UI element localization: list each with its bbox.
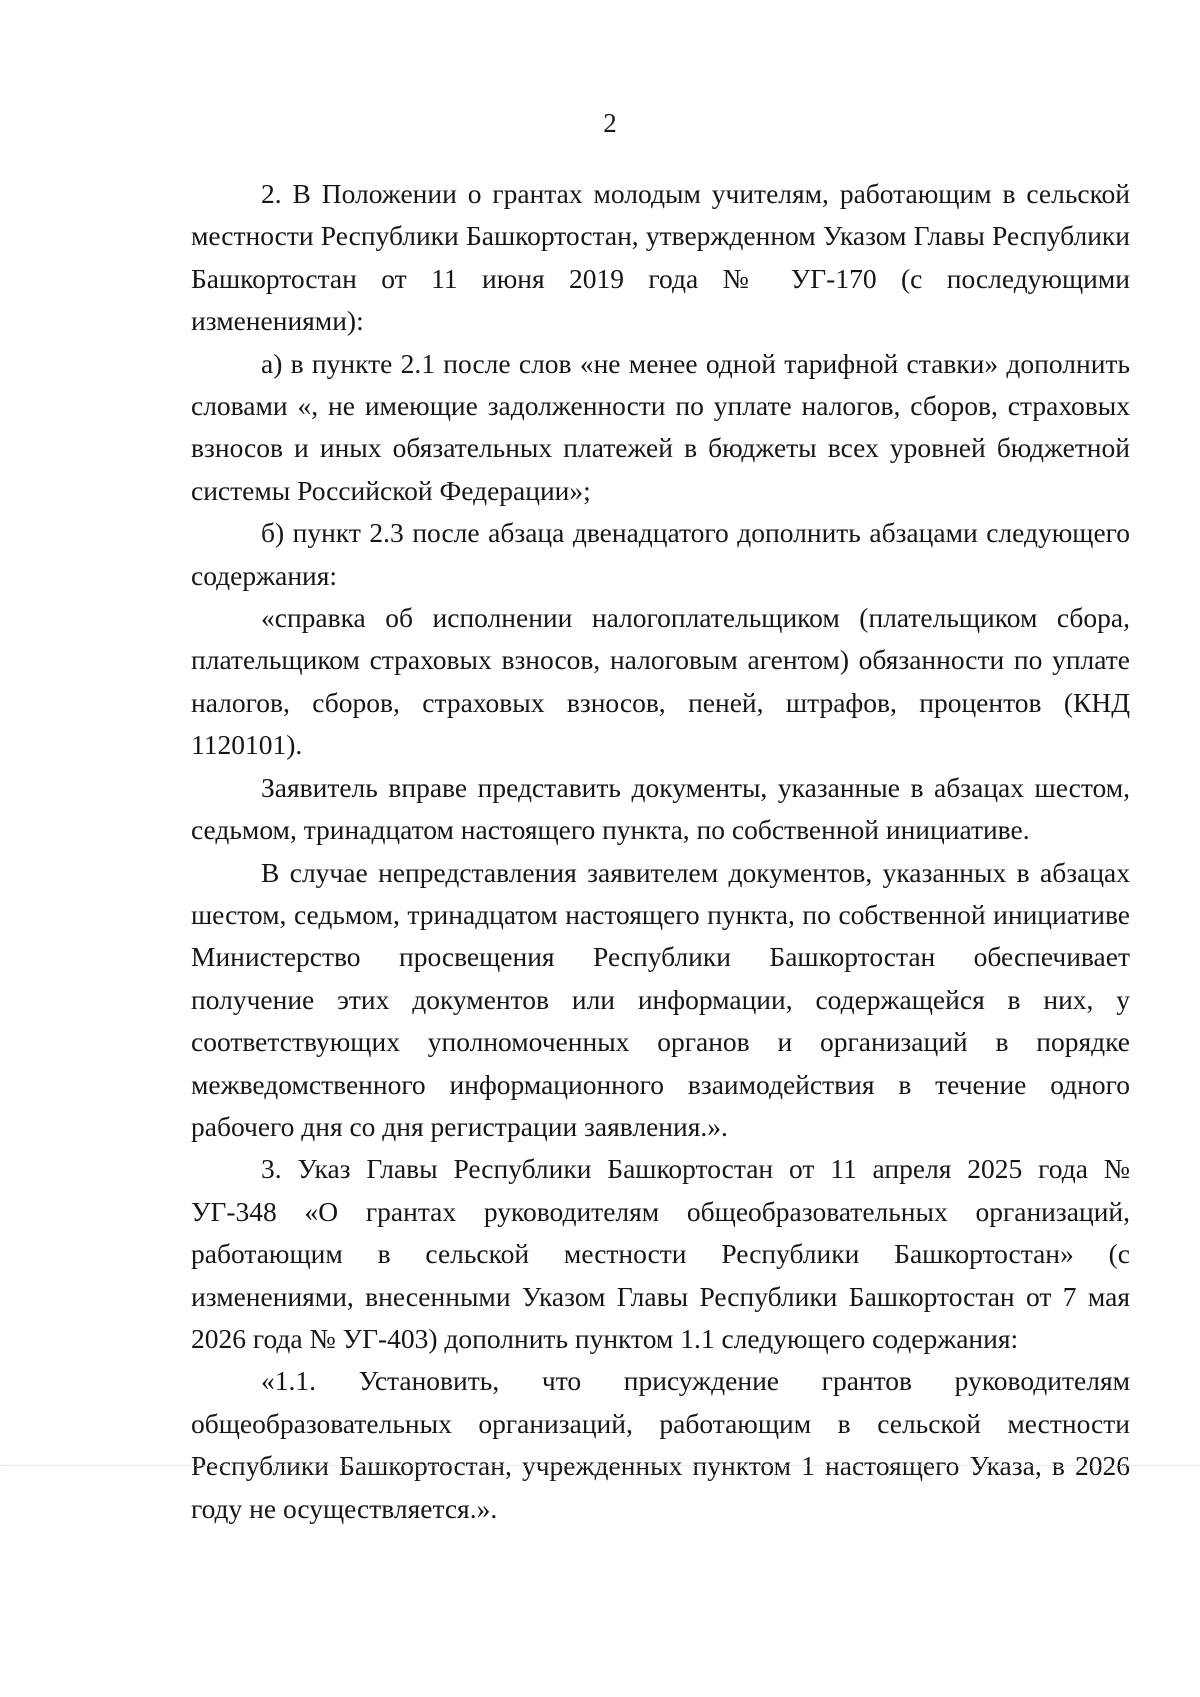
paragraph-subitem-a: а) в пункте 2.1 после слов «не менее одной тарифной ставки» дополнить словами «, не имеющие задолженности по уплате налогов, сборов, страховых взносов и иных обязательных платежей в бюджеты всех уровней бюджетной системы Российской Федерации»; — [191, 347, 1130, 506]
paragraph-applicant-right: Заявитель вправе представить документы, указанные в абзацах шестом, седьмом, тринадцатом настоящего пункта, по собственной инициативе. — [191, 771, 1130, 846]
paragraph-item-3: 3. Указ Главы Республики Башкортостан от 11 апреля 2025 года № УГ-348 «О грантах руководителям общеобразовательных организаций, работающим в сельской местности Республики Башкортостан» (с изменениями, внесенными Указом Главы Республики Башкортостан от 7 мая 2026 года № УГ-403) дополнить пунктом 1.1 следующего содержания: — [191, 1153, 1130, 1354]
page-number: 2 — [603, 108, 617, 138]
paragraph-subitem-b: б) пункт 2.3 после абзаца двенадцатого дополнить абзацами следующего содержания: — [191, 517, 1130, 591]
paragraph-interagency-request: В случае непредставления заявителем документов, указанных в абзацах шестом, седьмом, тринадцатом настоящего пункта, по собственной инициативе Министерство просвещения Республики Башкортостан обеспечивает получение этих документов или информации, содержащейся в них, у соответствующих уполномоченных органов и организаций в порядке межведомственного информационного взаимодействия в течение одного рабочего дня со дня регистрации заявления.». — [191, 856, 1130, 1142]
paragraph-item-2: 2. В Положении о грантах молодым учителям, работающим в сельской местности Республики Башкортостан, утвержденном Указом Главы Республики Башкортостан от 11 июня 2019 года № УГ-170 (с последующими изменениями): — [191, 178, 1130, 337]
paragraph-quote-certificate: «справка об исполнении налогоплательщиком (плательщиком сбора, плательщиком страховых взносов, налоговым агентом) обязанности по уплате налогов, сборов, страховых взносов, пеней, штрафов, процентов (КНД 1120101). — [191, 602, 1130, 761]
scan-artifact-line — [0, 1465, 1200, 1466]
paragraph-quote-1-1: «1.1. Установить, что присуждение грантов руководителям общеобразовательных организаций, работающим в сельской местности Республики Башкортостан, учрежденных пунктом 1 настоящего Указа, в 2026 году не осуществляется.». — [191, 1365, 1130, 1524]
document-body — [191, 173, 1130, 1530]
